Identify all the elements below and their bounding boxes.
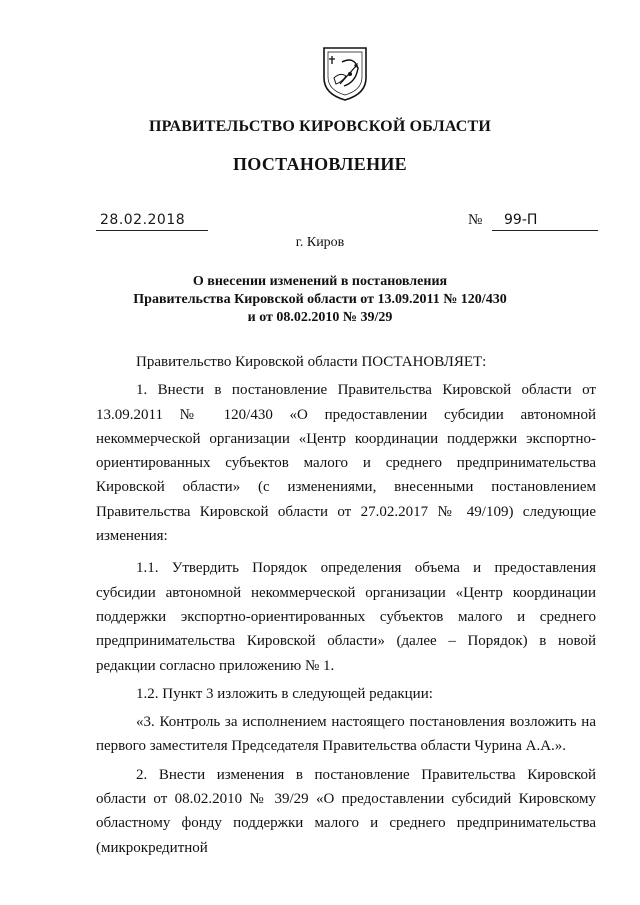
document-date: 28.02.2018: [96, 210, 208, 231]
subject-line-2: Правительства Кировской области от 13.09.2011 № 120/430: [133, 292, 507, 307]
paragraph-1-1: 1.1. Утвердить Порядок определения объема и предоставления субсидии автономной некоммерческой организации «Центр координации поддержки экспортно-ориентированных субъектов малого и среднего предпринимательства Кировской области» (далее – Порядок) в новой редакции согласно приложению № 1.: [96, 560, 596, 674]
document-type: ПОСТАНОВЛЕНИЕ: [233, 154, 407, 174]
document-number: 99-П: [492, 210, 598, 231]
number-sign: №: [468, 212, 483, 228]
government-title: ПРАВИТЕЛЬСТВО КИРОВСКОЙ ОБЛАСТИ: [148, 118, 492, 135]
subject-line-3: и от 08.02.2010 № 39/29: [247, 310, 393, 325]
subject-line-1: О внесении изменений в постановления: [192, 274, 448, 289]
document-number-block: [468, 210, 598, 230]
resolution-intro: Правительство Кировской области ПОСТАНОВЛЯЕТ:: [136, 354, 487, 370]
document-body: [96, 350, 596, 860]
city-label: г. Киров: [295, 235, 345, 250]
paragraph-2: 2. Внести изменения в постановление Правительства Кировской области от 08.02.2010 № 39/29 «О предоставлении субсидий Кировскому областному фонду поддержки малого и среднего предпринимательства (микрокредитной: [96, 766, 596, 856]
paragraph-1: 1. Внести в постановление Правительства Кировской области от 13.09.2011 № 120/430 «О предоставлении субсидии автономной некоммерческой организации «Центр координации поддержки экспортно-ориентированных субъектов малого и среднего предпринимательства Кировской области» (с изменениями, внесенными постановлением Правительства Кировской области от 27.02.2017 № 49/109) следующие изменения:: [96, 382, 596, 545]
paragraph-1-2-text: «3. Контроль за исполнением настоящего постановления возложить на первого заместителя Председателя Правительства области Чурина А.А.».: [96, 714, 596, 755]
document-subject: [0, 273, 640, 327]
paragraph-1-2: 1.2. Пункт 3 изложить в следующей редакции:: [136, 685, 433, 702]
kirov-oblast-coat-of-arms-icon: [320, 44, 370, 102]
